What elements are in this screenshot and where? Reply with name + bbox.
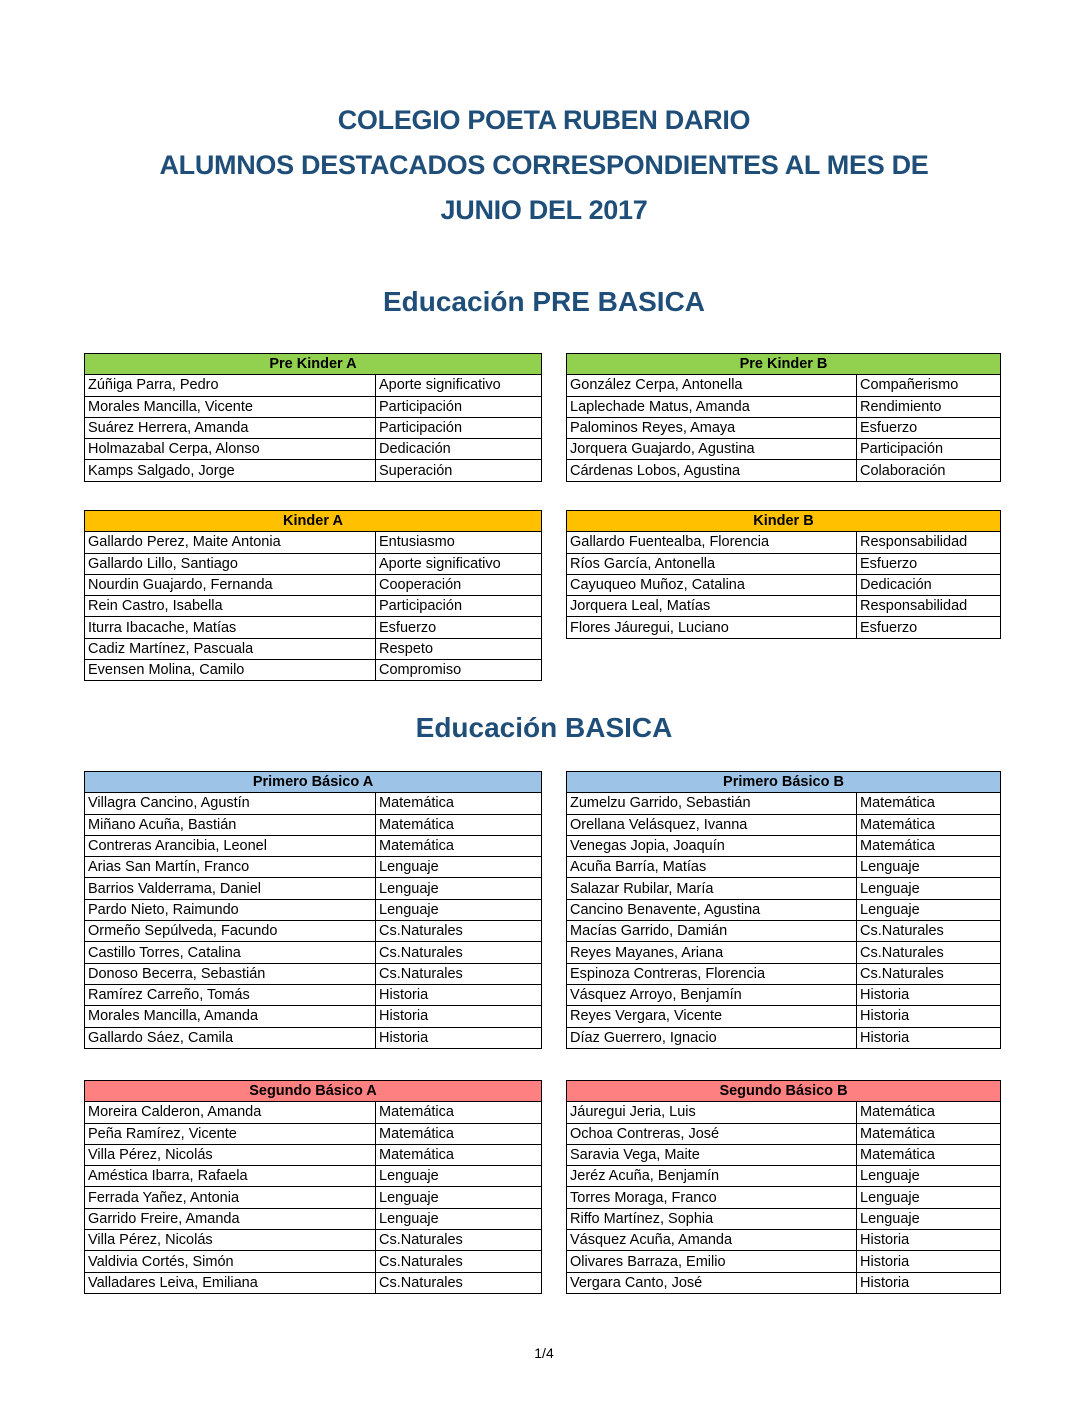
table-row <box>85 596 542 617</box>
student-name: Valladares Leiva, Emiliana <box>85 1272 376 1293</box>
merit-category: Lenguaje <box>857 899 1001 920</box>
student-name: Valdivia Cortés, Simón <box>85 1251 376 1272</box>
student-name: Cadiz Martínez, Pascuala <box>85 638 376 659</box>
table-segundo-basico-b <box>566 1080 1001 1294</box>
merit-category: Matemática <box>857 1144 1001 1165</box>
table-kinder-a <box>84 510 542 681</box>
merit-category: Matemática <box>857 835 1001 856</box>
student-name: Cárdenas Lobos, Agustina <box>567 460 857 481</box>
table-row <box>85 1187 542 1208</box>
merit-category: Superación <box>376 460 542 481</box>
table-row <box>85 396 542 417</box>
table-row <box>567 1166 1001 1187</box>
merit-category: Esfuerzo <box>857 617 1001 638</box>
student-name: Moreira Calderon, Amanda <box>85 1102 376 1123</box>
table-row <box>85 814 542 835</box>
student-name: Donoso Becerra, Sebastián <box>85 963 376 984</box>
table-header: Pre Kinder A <box>85 354 542 375</box>
merit-category: Lenguaje <box>857 1166 1001 1187</box>
student-name: Ríos García, Antonella <box>567 553 857 574</box>
student-name: Torres Moraga, Franco <box>567 1187 857 1208</box>
title-line-3: JUNIO DEL 2017 <box>440 195 648 225</box>
table-row <box>567 417 1001 438</box>
student-name: Orellana Velásquez, Ivanna <box>567 814 857 835</box>
table-row <box>567 1102 1001 1123</box>
student-name: Ormeño Sepúlveda, Facundo <box>85 921 376 942</box>
merit-category: Matemática <box>376 814 542 835</box>
table-row <box>567 942 1001 963</box>
student-name: Reyes Vergara, Vicente <box>567 1006 857 1027</box>
table-row <box>85 793 542 814</box>
table-row <box>567 857 1001 878</box>
table-row <box>567 793 1001 814</box>
merit-category: Cs.Naturales <box>376 1230 542 1251</box>
student-name: Arias San Martín, Franco <box>85 857 376 878</box>
table-row <box>567 1123 1001 1144</box>
table-row <box>85 417 542 438</box>
table-row <box>85 899 542 920</box>
student-name: Flores Jáuregui, Luciano <box>567 617 857 638</box>
student-name: Peña Ramírez, Vicente <box>85 1123 376 1144</box>
merit-category: Compañerismo <box>857 375 1001 396</box>
merit-category: Matemática <box>376 835 542 856</box>
section-title-pre-basica: Educación PRE BASICA <box>382 286 706 317</box>
table-row <box>567 921 1001 942</box>
table-row <box>85 921 542 942</box>
table-header: Pre Kinder B <box>567 354 1001 375</box>
merit-category: Historia <box>857 1272 1001 1293</box>
table-row <box>85 574 542 595</box>
student-name: Castillo Torres, Catalina <box>85 942 376 963</box>
merit-category: Historia <box>857 1251 1001 1272</box>
table-segundo-basico-a <box>84 1080 542 1294</box>
merit-category: Aporte significativo <box>376 553 542 574</box>
merit-category: Historia <box>857 1230 1001 1251</box>
table-pre-kinder-b <box>566 353 1001 482</box>
table-primero-basico-a <box>84 771 542 1049</box>
table-row <box>85 984 542 1005</box>
merit-category: Cs.Naturales <box>376 921 542 942</box>
page-number: 1/4 <box>534 1345 554 1361</box>
table-row <box>85 1251 542 1272</box>
student-name: Contreras Arancibia, Leonel <box>85 835 376 856</box>
student-name: Ramírez Carreño, Tomás <box>85 984 376 1005</box>
merit-category: Historia <box>857 984 1001 1005</box>
student-name: Cancino Benavente, Agustina <box>567 899 857 920</box>
title-line-1: COLEGIO POETA RUBEN DARIO <box>337 105 751 135</box>
student-name: Venegas Jopia, Joaquín <box>567 835 857 856</box>
merit-category: Rendimiento <box>857 396 1001 417</box>
merit-category: Participación <box>376 596 542 617</box>
table-row <box>85 1144 542 1165</box>
merit-category: Responsabilidad <box>857 596 1001 617</box>
table-row <box>567 835 1001 856</box>
table-row <box>567 1187 1001 1208</box>
table-row <box>85 1166 542 1187</box>
table-row <box>567 1027 1001 1048</box>
merit-category: Colaboración <box>857 460 1001 481</box>
student-name: Morales Mancilla, Amanda <box>85 1006 376 1027</box>
merit-category: Esfuerzo <box>857 553 1001 574</box>
table-header: Segundo Básico A <box>85 1081 542 1102</box>
merit-category: Lenguaje <box>857 1208 1001 1229</box>
merit-category: Matemática <box>857 1102 1001 1123</box>
student-name: Zumelzu Garrido, Sebastián <box>567 793 857 814</box>
student-name: Morales Mancilla, Vicente <box>85 396 376 417</box>
merit-category: Lenguaje <box>857 1187 1001 1208</box>
merit-category: Esfuerzo <box>857 417 1001 438</box>
merit-category: Entusiasmo <box>376 532 542 553</box>
table-row <box>567 1230 1001 1251</box>
table-row <box>567 814 1001 835</box>
student-name: Gallardo Lillo, Santiago <box>85 553 376 574</box>
student-name: Villa Pérez, Nicolás <box>85 1230 376 1251</box>
student-name: Kamps Salgado, Jorge <box>85 460 376 481</box>
student-name: Suárez Herrera, Amanda <box>85 417 376 438</box>
merit-category: Esfuerzo <box>376 617 542 638</box>
student-name: Barrios Valderrama, Daniel <box>85 878 376 899</box>
table-row <box>85 617 542 638</box>
merit-category: Lenguaje <box>857 878 1001 899</box>
student-name: Pardo Nieto, Raimundo <box>85 899 376 920</box>
student-name: Macías Garrido, Damián <box>567 921 857 942</box>
table-row <box>567 984 1001 1005</box>
student-name: Jáuregui Jeria, Luis <box>567 1102 857 1123</box>
merit-category: Lenguaje <box>376 1187 542 1208</box>
student-name: Vásquez Acuña, Amanda <box>567 1230 857 1251</box>
table-row <box>85 963 542 984</box>
merit-category: Cs.Naturales <box>857 921 1001 942</box>
table-row <box>567 532 1001 553</box>
merit-category: Lenguaje <box>376 857 542 878</box>
student-name: Ochoa Contreras, José <box>567 1123 857 1144</box>
table-row <box>567 375 1001 396</box>
student-name: Laplechade Matus, Amanda <box>567 396 857 417</box>
table-row <box>567 963 1001 984</box>
merit-category: Cs.Naturales <box>376 1251 542 1272</box>
student-name: Améstica Ibarra, Rafaela <box>85 1166 376 1187</box>
table-row <box>567 1251 1001 1272</box>
table-header: Kinder B <box>567 511 1001 532</box>
merit-category: Matemática <box>857 814 1001 835</box>
merit-category: Responsabilidad <box>857 532 1001 553</box>
table-row <box>85 878 542 899</box>
table-row <box>567 396 1001 417</box>
student-name: Reyes Mayanes, Ariana <box>567 942 857 963</box>
table-header: Segundo Básico B <box>567 1081 1001 1102</box>
table-header: Primero Básico A <box>85 772 542 793</box>
table-row <box>567 553 1001 574</box>
student-name: Vergara Canto, José <box>567 1272 857 1293</box>
table-header: Primero Básico B <box>567 772 1001 793</box>
merit-category: Historia <box>376 984 542 1005</box>
table-header: Kinder A <box>85 511 542 532</box>
table-row <box>85 1123 542 1144</box>
table-row <box>567 574 1001 595</box>
student-name: Jeréz Acuña, Benjamín <box>567 1166 857 1187</box>
merit-category: Cooperación <box>376 574 542 595</box>
merit-category: Cs.Naturales <box>857 963 1001 984</box>
table-kinder-b <box>566 510 1001 639</box>
student-name: Palominos Reyes, Amaya <box>567 417 857 438</box>
table-row <box>567 1144 1001 1165</box>
table-row <box>567 439 1001 460</box>
merit-category: Dedicación <box>376 439 542 460</box>
table-row <box>85 942 542 963</box>
student-name: Gallardo Fuentealba, Florencia <box>567 532 857 553</box>
table-row <box>85 553 542 574</box>
table-row <box>85 638 542 659</box>
table-row <box>567 617 1001 638</box>
table-row <box>85 660 542 681</box>
table-row <box>567 1208 1001 1229</box>
table-row <box>85 1230 542 1251</box>
student-name: Iturra Ibacache, Matías <box>85 617 376 638</box>
student-name: Villa Pérez, Nicolás <box>85 1144 376 1165</box>
merit-category: Matemática <box>857 1123 1001 1144</box>
merit-category: Lenguaje <box>376 1208 542 1229</box>
student-name: Jorquera Guajardo, Agustina <box>567 439 857 460</box>
document-title <box>0 98 1088 233</box>
student-name: Saravia Vega, Maite <box>567 1144 857 1165</box>
table-row <box>85 1027 542 1048</box>
student-name: Ferrada Yañez, Antonia <box>85 1187 376 1208</box>
merit-category: Lenguaje <box>376 878 542 899</box>
table-row <box>85 1208 542 1229</box>
table-row <box>85 1272 542 1293</box>
section-title-basica: Educación BASICA <box>415 712 673 743</box>
student-name: Zúñiga Parra, Pedro <box>85 375 376 396</box>
student-name: Gallardo Sáez, Camila <box>85 1027 376 1048</box>
table-row <box>567 596 1001 617</box>
table-row <box>85 375 542 396</box>
student-name: Vásquez Arroyo, Benjamín <box>567 984 857 1005</box>
student-name: Gallardo Perez, Maite Antonia <box>85 532 376 553</box>
table-pre-kinder-a <box>84 353 542 482</box>
table-row <box>85 1006 542 1027</box>
student-name: Garrido Freire, Amanda <box>85 1208 376 1229</box>
merit-category: Respeto <box>376 638 542 659</box>
table-row <box>85 439 542 460</box>
merit-category: Historia <box>376 1027 542 1048</box>
merit-category: Lenguaje <box>376 899 542 920</box>
merit-category: Historia <box>857 1027 1001 1048</box>
student-name: Evensen Molina, Camilo <box>85 660 376 681</box>
table-row <box>567 899 1001 920</box>
table-row <box>85 460 542 481</box>
merit-category: Matemática <box>376 1102 542 1123</box>
student-name: Rein Castro, Isabella <box>85 596 376 617</box>
merit-category: Lenguaje <box>857 857 1001 878</box>
merit-category: Historia <box>857 1006 1001 1027</box>
student-name: Salazar Rubilar, María <box>567 878 857 899</box>
merit-category: Historia <box>376 1006 542 1027</box>
student-name: Nourdin Guajardo, Fernanda <box>85 574 376 595</box>
student-name: Miñano Acuña, Bastián <box>85 814 376 835</box>
merit-category: Participación <box>376 417 542 438</box>
merit-category: Cs.Naturales <box>376 942 542 963</box>
student-name: Díaz Guerrero, Ignacio <box>567 1027 857 1048</box>
student-name: González Cerpa, Antonella <box>567 375 857 396</box>
table-row <box>567 1272 1001 1293</box>
merit-category: Lenguaje <box>376 1166 542 1187</box>
table-primero-basico-b <box>566 771 1001 1049</box>
merit-category: Matemática <box>376 1123 542 1144</box>
table-row <box>567 1006 1001 1027</box>
student-name: Villagra Cancino, Agustín <box>85 793 376 814</box>
student-name: Cayuqueo Muñoz, Catalina <box>567 574 857 595</box>
merit-category: Matemática <box>857 793 1001 814</box>
student-name: Riffo Martínez, Sophia <box>567 1208 857 1229</box>
merit-category: Dedicación <box>857 574 1001 595</box>
table-row <box>567 878 1001 899</box>
table-row <box>567 460 1001 481</box>
merit-category: Cs.Naturales <box>857 942 1001 963</box>
student-name: Jorquera Leal, Matías <box>567 596 857 617</box>
merit-category: Aporte significativo <box>376 375 542 396</box>
title-line-2: ALUMNOS DESTACADOS CORRESPONDIENTES AL MES DE <box>159 150 929 180</box>
table-row <box>85 857 542 878</box>
merit-category: Matemática <box>376 1144 542 1165</box>
table-row <box>85 1102 542 1123</box>
table-row <box>85 532 542 553</box>
merit-category: Participación <box>376 396 542 417</box>
student-name: Olivares Barraza, Emilio <box>567 1251 857 1272</box>
merit-category: Cs.Naturales <box>376 1272 542 1293</box>
merit-category: Matemática <box>376 793 542 814</box>
merit-category: Cs.Naturales <box>376 963 542 984</box>
student-name: Acuña Barría, Matías <box>567 857 857 878</box>
student-name: Espinoza Contreras, Florencia <box>567 963 857 984</box>
merit-category: Compromiso <box>376 660 542 681</box>
student-name: Holmazabal Cerpa, Alonso <box>85 439 376 460</box>
merit-category: Participación <box>857 439 1001 460</box>
table-row <box>85 835 542 856</box>
